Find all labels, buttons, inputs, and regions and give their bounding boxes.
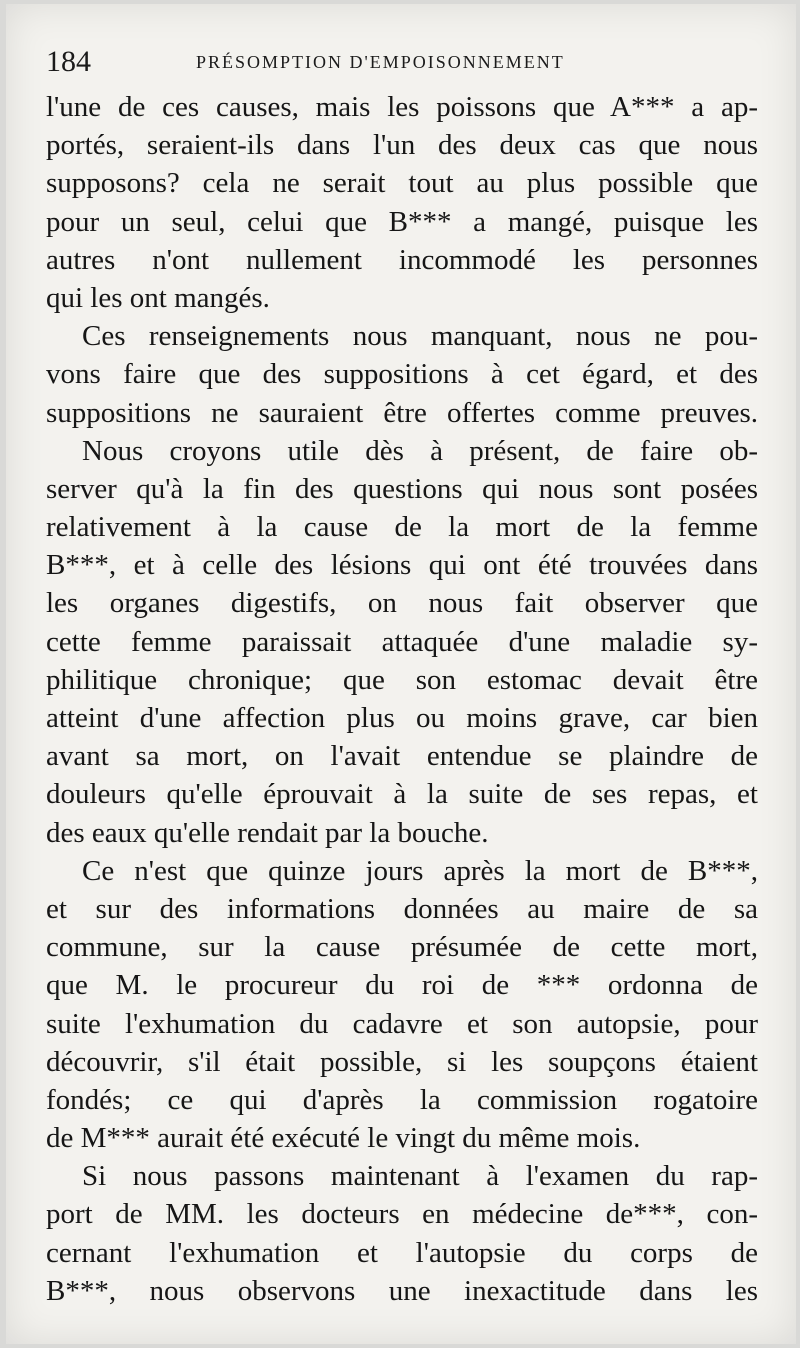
text-line: vons faire que des suppositions à cet égard, et des [46, 358, 758, 391]
text-line: port de MM. les docteurs en médecine de***, con- [46, 1198, 758, 1231]
text-line: de M*** aurait été exécuté le vingt du même mois. [46, 1122, 641, 1155]
text-line: autres n'ont nullement incommodé les personnes [46, 243, 758, 276]
text-line: supposons? cela ne serait tout au plus possible que [46, 167, 758, 200]
text-line: Ces renseignements nous manquant, nous ne pou- [82, 320, 758, 353]
text-line: cernant l'exhumation et l'autopsie du corps de [46, 1236, 758, 1269]
text-line: Si nous passons maintenant à l'examen du rap- [82, 1160, 758, 1193]
text-line: Ce n'est que quinze jours après la mort de B***, [82, 854, 758, 887]
running-head [46, 44, 756, 80]
text-line: cette femme paraissait attaquée d'une maladie sy- [46, 625, 758, 658]
text-line: avant sa mort, on l'avait entendue se plaindre de [46, 740, 758, 773]
text-line: pour un seul, celui que B*** a mangé, puisque les [46, 205, 758, 238]
text-line: douleurs qu'elle éprouvait à la suite de ses repas, et [46, 778, 758, 811]
book-page [6, 4, 796, 1344]
text-line: B***, nous observons une inexactitude dans les [46, 1274, 758, 1307]
body-text [46, 88, 758, 1310]
text-line: server qu'à la fin des questions qui nous sont posées [46, 472, 758, 505]
text-line: qui les ont mangés. [46, 281, 270, 314]
text-line: des eaux qu'elle rendait par la bouche. [46, 816, 489, 849]
text-line: relativement à la cause de la mort de la femme [46, 511, 758, 544]
text-line: commune, sur la cause présumée de cette mort, [46, 931, 758, 964]
text-line: B***, et à celle des lésions qui ont été trouvées dans [46, 549, 758, 582]
text-line: les organes digestifs, on nous fait observer que [46, 587, 758, 620]
text-line: suppositions ne sauraient être offertes comme preuves. [46, 396, 758, 429]
text-line: portés, seraient-ils dans l'un des deux cas que nous [46, 129, 758, 162]
text-line: Nous croyons utile dès à présent, de faire ob- [82, 434, 758, 467]
page-number: 184 [46, 45, 91, 78]
text-line: découvrir, s'il était possible, si les soupçons étaient [46, 1045, 758, 1078]
text-line: suite l'exhumation du cadavre et son autopsie, pour [46, 1007, 758, 1040]
text-line: l'une de ces causes, mais les poissons que A*** a ap- [46, 91, 758, 123]
text-line: atteint d'une affection plus ou moins grave, car bien [46, 702, 758, 734]
text-line: et sur des informations données au maire de sa [46, 892, 758, 925]
text-line: que M. le procureur du roi de *** ordonna de [46, 969, 758, 1002]
running-title: PRÉSOMPTION D'EMPOISONNEMENT [196, 52, 565, 72]
text-line: fondés; ce qui d'après la commission rogatoire [46, 1083, 758, 1116]
text-line: philitique chronique; que son estomac devait être [46, 663, 758, 696]
